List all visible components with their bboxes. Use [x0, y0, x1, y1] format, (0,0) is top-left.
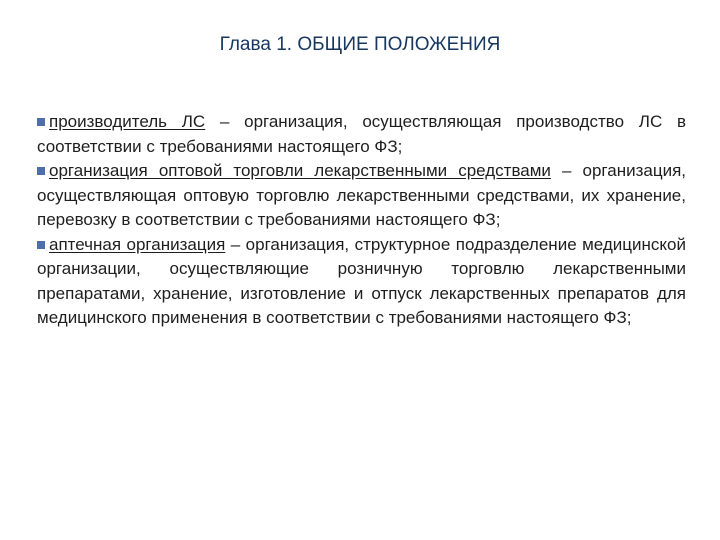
definition-term: организация оптовой торговли лекарственными средствами: [49, 161, 551, 180]
definition-text: – организация, структурное подразделение медицинской организации, осуществляющие розничную торговлю лекарственными препаратами, хранение, изготовление и отпуск лекарственных препаратов для медицинского применения в соответствии с требованиями настоящего ФЗ;: [37, 234, 686, 327]
slide-title: Глава 1. ОБЩИЕ ПОЛОЖЕНИЯ: [219, 34, 501, 55]
square-bullet-icon: [37, 241, 45, 249]
square-bullet-icon: [37, 167, 45, 175]
definition-text: – организация, осуществляющая оптовую торговлю лекарственными средствами, их хранение, перевозку в соответствии с требованиями настоящего ФЗ;: [37, 161, 687, 229]
definition-item-wholesale: [37, 159, 686, 233]
definition-term: производитель ЛС: [49, 112, 206, 131]
definitions-list: [37, 110, 686, 331]
definition-text: – организация, осуществляющая производство ЛС в соответствии с требованиями настоящего ФЗ;: [37, 112, 686, 156]
definition-item-pharmacy: [37, 233, 686, 331]
definition-item-manufacturer: [37, 110, 686, 159]
definition-term: аптечная организация: [49, 234, 226, 254]
square-bullet-icon: [37, 118, 45, 126]
